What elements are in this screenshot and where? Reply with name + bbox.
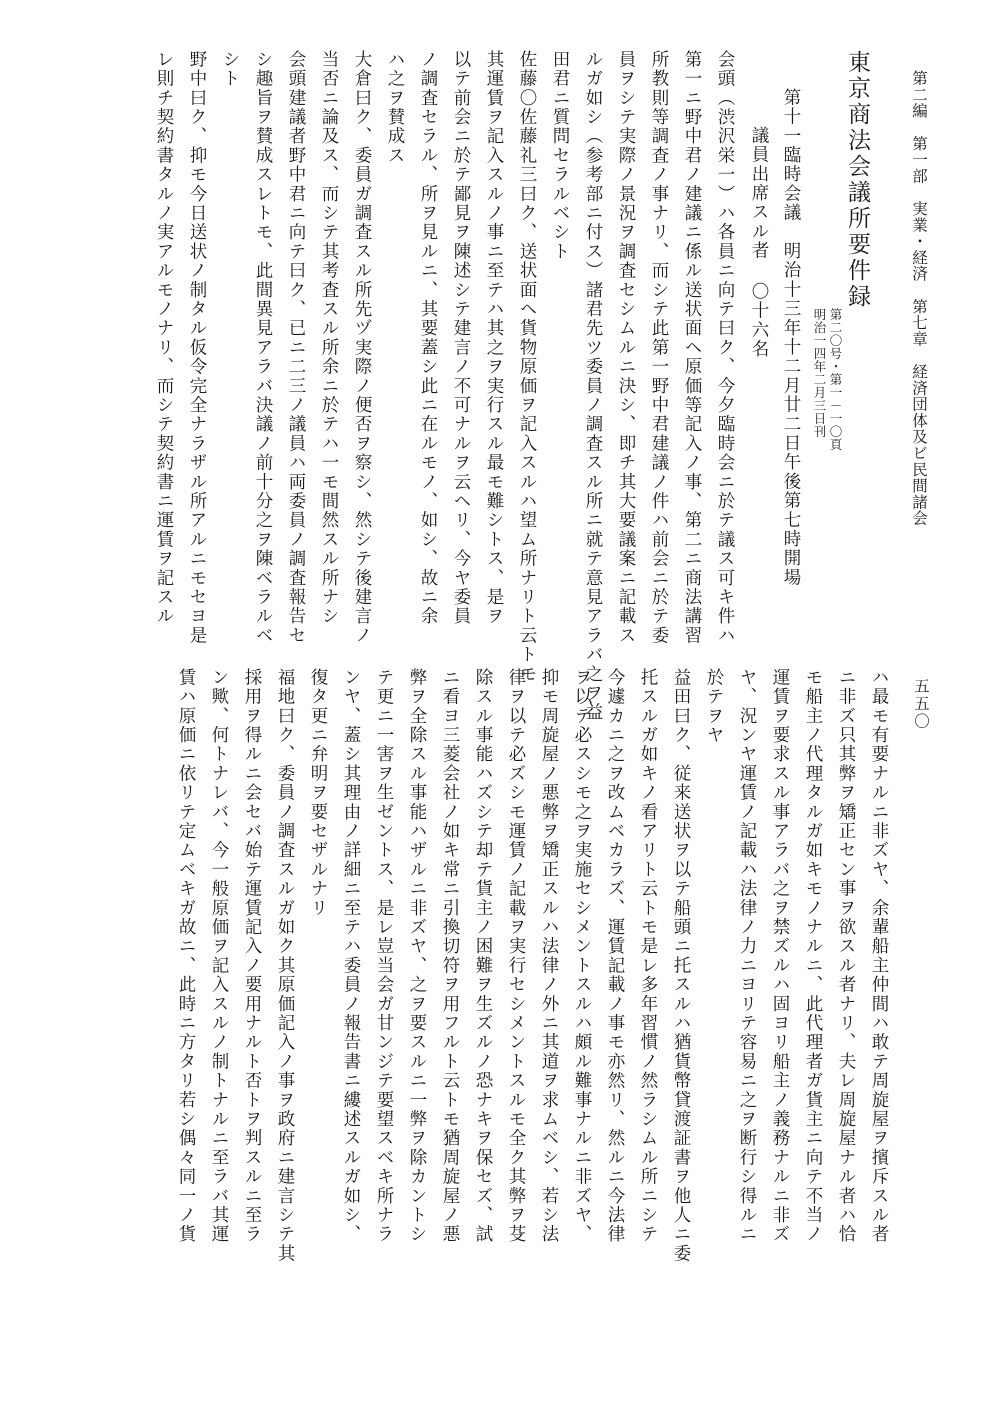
body-column: 採用ヲ得ルニ会セバ始テ運賃記入ノ要用ナルト否トヲ判スルニ至ラ (242, 668, 262, 1244)
body-column: ニ非ズ只其弊ヲ矯正セン事ヲ欲スル者ナリ、夫レ周旋屋ナル者ハ恰 (836, 668, 856, 1244)
body-column: 賃ハ原価ニ依リテ定ムベキガ故ニ、此時ニ方タリ若シ偶々同一ノ貨 (176, 668, 196, 1244)
body-column: ニ看ヨ三菱会社ノ如キ常ニ引換切符ヲ用フルト云トモ猶周旋屋ノ悪 (440, 668, 460, 1244)
body-column: 運賃ヲ要求スル事アラバ之ヲ禁ズルハ固ヨリ船主ノ義務ナルニ非ズ (770, 668, 790, 1244)
body-column: ハ最モ有要ナルニ非ズヤ、余輩船主仲間ハ敢テ周旋屋ヲ擯斥スル者 (869, 668, 889, 1244)
body-column: シ趣旨ヲ賛成スレトモ、此間異見アラバ決議ノ前十分之ヲ陳ベラルベ (253, 50, 273, 646)
body-column: 復タ更ニ弁明ヲ要セザルナリ (308, 668, 328, 918)
body-column: 其運賃ヲ記入スルノ事ニ至テハ其之ヲ実行スル最モ難シトス、是ヲ (484, 50, 504, 626)
body-column: ヤ、況ンヤ運賃ノ記載ハ法律ノ力ニヨリテ容易ニ之ヲ断行シ得ルニ (737, 668, 757, 1244)
body-column: 福地曰ク、委員ノ調査スルガ如ク其原価記入ノ事ヲ政府ニ建言シテ其 (275, 668, 295, 1264)
body-column: ヲ以テ必スシモ之ヲ実施セシメントスルハ頗ル難事ナルニ非ズヤ、 (572, 668, 592, 1244)
document-title: 東京商法会議所要件録 (844, 50, 870, 310)
body-column: 所教則等調査ノ事ナリ、而シテ此第一野中君建議ノ件ハ前会ニ於テ委 (649, 50, 669, 646)
lower-text-block (72, 668, 889, 1368)
body-column: 田君ニ質問セラルベシト (550, 50, 570, 262)
body-column: ン歟、何トナレバ、今一般原価ヲ記入スルノ制トナルニ至ラバ其運 (209, 668, 229, 1244)
body-column: 弊ヲ全除スル事能ハザルニ非ズヤ、之ヲ要スルニ一弊ヲ除カントシ (407, 668, 427, 1244)
body-column: 員ヲシテ実際ノ景況ヲ調査セシムルニ決シ、即チ其大要議案ニ記載ス (616, 50, 636, 646)
body-column: ノ調査セラル、所ヲ見ルニ、其要蓋シ此ニ在ルモノ、如シ、故ニ余 (418, 50, 438, 627)
body-column: ルガ如シ（参考部ニ付ス）諸君先ツ委員ノ調査スル所ニ就テ意見アラバ之ヲ益 (583, 50, 603, 722)
body-column: 除スル事能ハズシテ却テ貨主ノ困難ヲ生ズルノ恐ナキヲ保セズ、試 (473, 668, 493, 1244)
body-column: 佐藤〇佐藤礼三曰ク、送状面ヘ貨物原価ヲ記入スルハ望ム所ナリト云トモ (517, 50, 537, 684)
body-column: 於テヲヤ (704, 668, 724, 745)
body-column: ンヤ、蓋シ其理由ノ詳細ニ至テハ委員ノ報告書ニ縷述スルガ如シ、 (341, 668, 361, 1244)
body-column: 当否ニ論及ス、而シテ其考査スル所余ニ於テハ一モ間然スル所ナシ (319, 50, 339, 626)
publication-info-line-1: 第二〇号・第一－一〇頁 (828, 308, 843, 451)
body-column: 托スルガ如キノ看アリト云トモ是レ多年習慣ノ然ラシムル所ニシテ (638, 668, 658, 1244)
body-column: 律ヲ以テ必ズシモ運賃ノ記載ヲ実行セシメントスルモ全ク其弊ヲ芟 (506, 668, 526, 1244)
body-column: シト (220, 50, 240, 89)
publication-info-line-2: 明治一四年二月三日刊 (812, 308, 827, 438)
running-header: 第二編 第一部 実業・経済 第七章 経済団体及ビ民間諸会 (910, 70, 928, 527)
body-column: 会頭（渋沢栄一）ハ各員ニ向テ曰ク、今夕臨時会ニ於テ議ス可キ件ハ (715, 50, 735, 646)
body-column: 抑モ周旋屋ノ悪弊ヲ矯正スルハ法律ノ外ニ其道ヲ求ムベシ、若シ法 (539, 668, 559, 1244)
body-column: 大倉曰ク、委員ガ調査スル所先ヅ実際ノ便否ヲ察シ、然シテ後建言ノ (352, 50, 372, 646)
body-column: 以テ前会ニ於テ鄙見ヲ陳述シテ建言ノ不可ナルヲ云ヘリ、今ヤ委員 (451, 50, 471, 626)
body-column: 今遽カニ之ヲ改ムベカラズ、運賃記載ノ事モ亦然リ、然ルニ今法律 (605, 668, 625, 1244)
body-column: 野中曰ク、抑モ今日送状ノ制タル仮令完全ナラザル所アルニモセヨ是 (187, 50, 207, 646)
body-column: 益田曰ク、従来送状ヲ以テ船頭ニ托スルハ猶貨幣貸渡証書ヲ他人ニ委 (671, 668, 691, 1264)
body-column: モ船主ノ代理タルガ如キモノナルニ、此代理者ガ貨主ニ向テ不当ノ (803, 668, 823, 1244)
page-number: 五五〇 (912, 678, 930, 731)
meeting-heading: 第十一臨時会議 明治十三年十二月廿二日午後第七時開場 (781, 88, 801, 588)
body-column: レ則チ契約書タルノ実アルモノナリ、而シテ契約書ニ運賃ヲ記スル (154, 50, 174, 626)
body-column: テ更ニ一害ヲ生ゼントス、是レ豈当会ガ甘ンジテ要望スベキ所ナラ (374, 668, 394, 1244)
body-column: ハ之ヲ賛成ス (385, 50, 405, 166)
body-column: 会頭建議者野中君ニ向テ曰ク、已ニ二三ノ議員ハ両委員ノ調査報告セ (286, 50, 306, 646)
attendance-line: 議員出席スル者 〇十六名 (749, 126, 769, 359)
body-column: 第一ニ野中君ノ建議ニ係ル送状面ヘ原価等記入ノ事、第二ニ商法講習 (682, 50, 702, 646)
